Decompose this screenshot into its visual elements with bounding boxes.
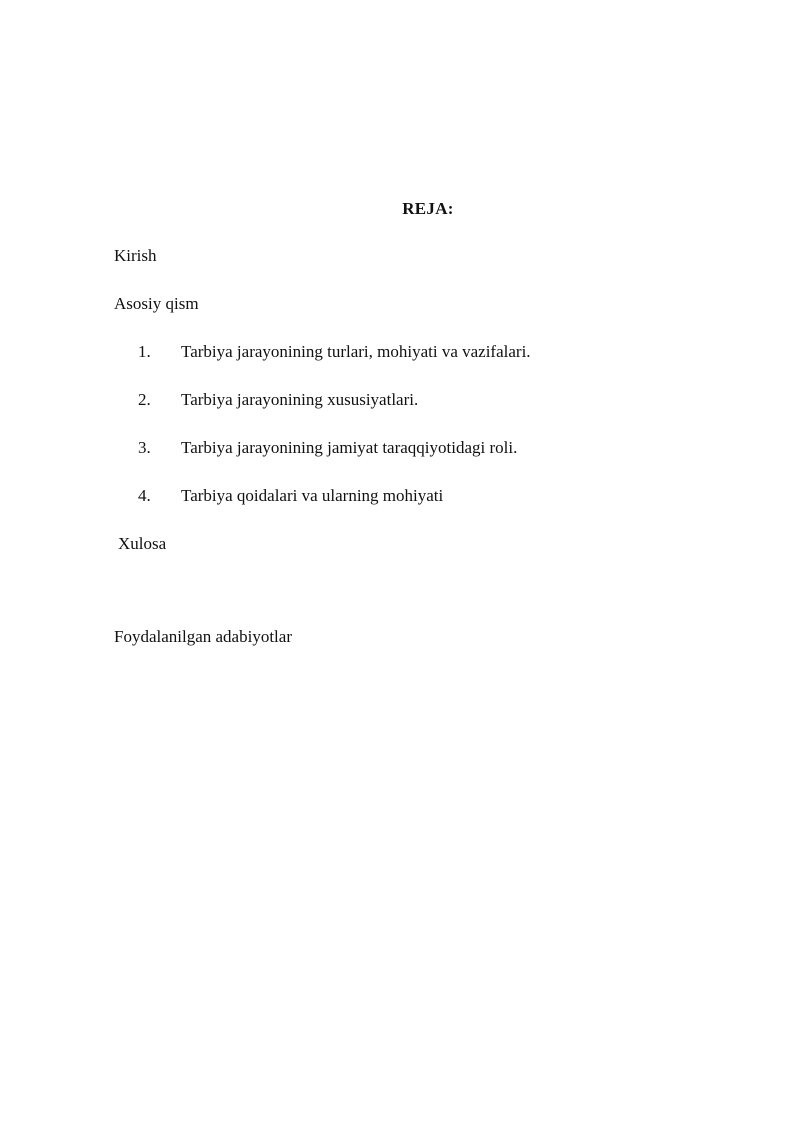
list-item-number: 4. xyxy=(138,486,151,505)
list-item-number: 3. xyxy=(138,438,151,457)
list-item-number: 2. xyxy=(138,390,151,409)
list-item-text: Tarbiya jarayonining xususiyatlari. xyxy=(181,390,419,409)
list-item-text: Tarbiya jarayonining jamiyat taraqqiyotidagi roli. xyxy=(181,438,518,457)
list-item-number: 1. xyxy=(138,342,151,361)
plan-title: REJA: xyxy=(402,199,454,218)
list-item-text: Tarbiya qoidalari va ularning mohiyati xyxy=(181,486,444,505)
references-line: Foydalanilgan adabiyotlar xyxy=(114,627,292,646)
list-item-text: Tarbiya jarayonining turlari, mohiyati va vazifalari. xyxy=(181,342,531,361)
intro-line: Kirish xyxy=(114,246,157,265)
main-part-line: Asosiy qism xyxy=(114,294,199,313)
conclusion-line: Xulosa xyxy=(118,534,167,553)
